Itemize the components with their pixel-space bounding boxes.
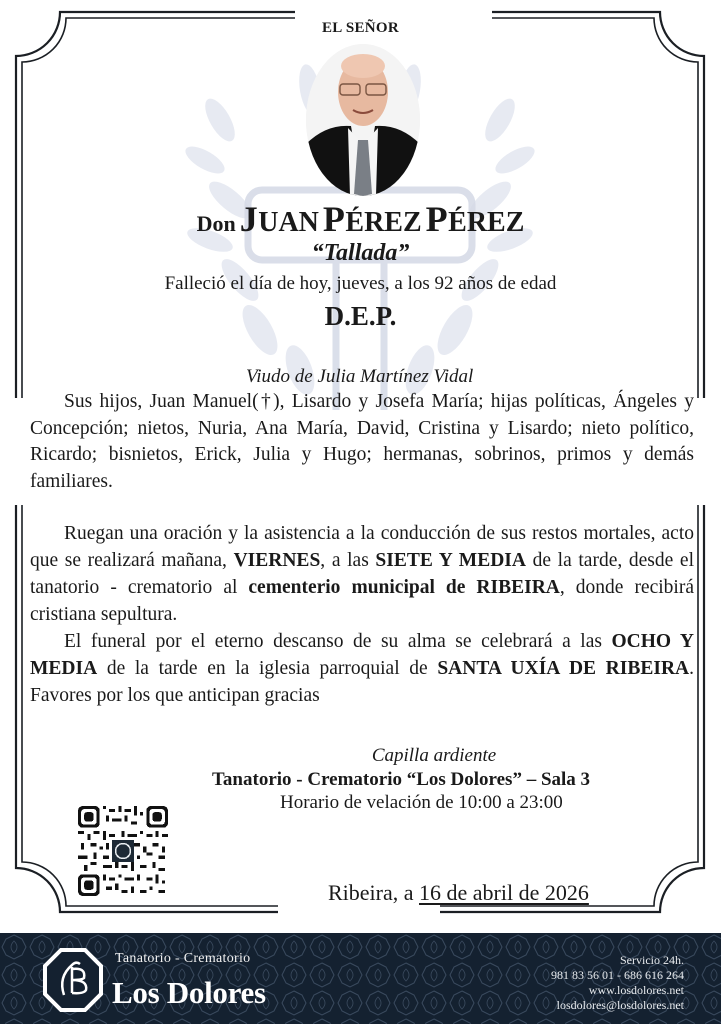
name-prefix: Don bbox=[196, 211, 236, 236]
funeral-text: El funeral por el eterno descanso de su alma se celebrará a las bbox=[64, 631, 612, 652]
ceremony-paragraph bbox=[30, 520, 694, 709]
brand-name: Los Dolores bbox=[112, 975, 266, 1010]
nickname: “Tallada” bbox=[311, 240, 410, 266]
death-announcement: Falleció el día de hoy, jueves, a los 92 años de edad bbox=[164, 273, 557, 294]
chapel-title: Capilla ardiente bbox=[371, 745, 497, 766]
chapel-hours: Horario de velación de 10:00 a 23:00 bbox=[280, 792, 563, 813]
email-link[interactable]: losdolores@losdolores.net bbox=[556, 998, 684, 1012]
service-hours: Servicio 24h. bbox=[620, 953, 684, 967]
family-paragraph bbox=[30, 389, 694, 495]
ceremony-text: , a las bbox=[320, 550, 376, 571]
church-name: SANTA UXÍA DE RIBEIRA bbox=[437, 658, 690, 679]
date-value: 16 de abril de 2026 bbox=[419, 880, 589, 905]
website-link[interactable]: www.losdolores.net bbox=[588, 983, 684, 997]
deceased-portrait bbox=[306, 44, 420, 196]
cemetery-name: cementerio municipal de RIBEIRA bbox=[248, 577, 560, 598]
ceremony-text: Ruegan una oración y la asistencia a la conducción de sus restos mortales, acto que se realizará mañana, bbox=[30, 523, 694, 571]
contact-info bbox=[551, 953, 684, 1013]
ceremony-day: VIERNES bbox=[233, 550, 321, 571]
deceased-name: Don JUAN PÉREZ PÉREZ bbox=[196, 199, 525, 239]
family-text: Sus hijos, Juan Manuel(†), Lisardo y Josefa María; hijas políticas, Ángeles y Concepción; nietos, Nuria, Ana María, David, Cristina y Lisardo; nieto político, Ricardo; bisnietos, Erick, Julia y Hugo; hermanas, sobrinos, primos y demás familiares. bbox=[30, 391, 694, 492]
ceremony-text: , donde recibirá cristiana sepultura. bbox=[30, 577, 694, 625]
funeral-home-logo-icon bbox=[42, 947, 104, 1013]
rip-initials: D.E.P. bbox=[324, 301, 397, 331]
widower-line: Viudo de Julia Martínez Vidal bbox=[246, 366, 474, 387]
funeral-home-banner bbox=[0, 933, 721, 1024]
phone-numbers[interactable]: 981 83 56 01 - 686 616 264 bbox=[551, 968, 684, 982]
notice-heading: EL SEÑOR bbox=[321, 20, 399, 36]
qr-code[interactable] bbox=[78, 806, 168, 896]
chapel-place: Tanatorio - Crematorio “Los Dolores” – Sala 3 bbox=[212, 769, 591, 790]
ceremony-text: de la tarde, desde el tanatorio - crematorio al bbox=[30, 550, 694, 598]
notice-date bbox=[328, 880, 589, 906]
brand-subtitle: Tanatorio - Crematorio bbox=[115, 951, 251, 966]
chapel-info bbox=[204, 745, 704, 814]
date-prefix: Ribeira, a bbox=[328, 880, 420, 905]
funeral-text: . Favores por los que anticipan gracias bbox=[30, 658, 694, 706]
ceremony-time: SIETE Y MEDIA bbox=[375, 550, 526, 571]
funeral-time: OCHO Y MEDIA bbox=[30, 631, 694, 679]
funeral-text: de la tarde en la iglesia parroquial de bbox=[97, 658, 438, 679]
